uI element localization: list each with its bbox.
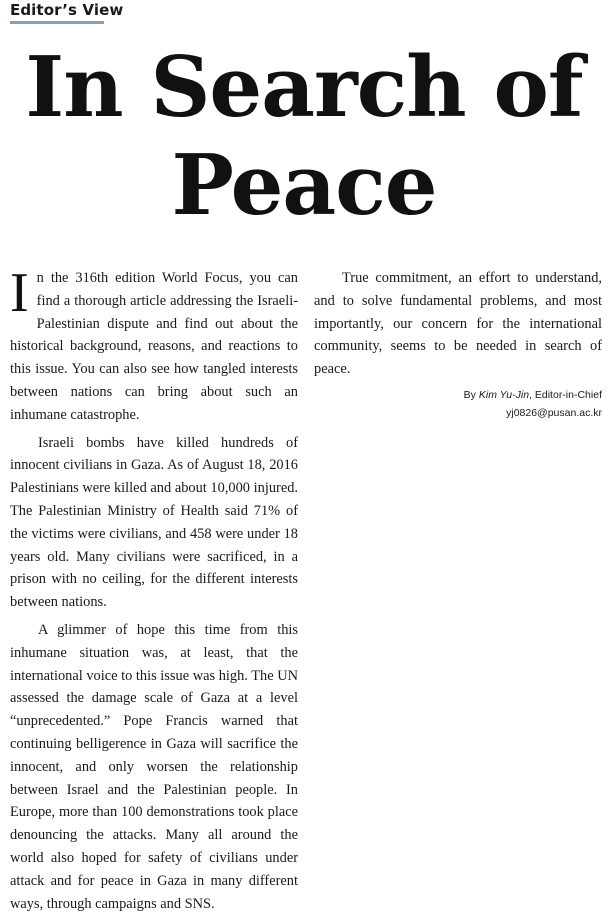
headline-line-1: In Search of: [25, 38, 583, 136]
byline-name: Kim Yu-Jin: [478, 388, 530, 401]
byline-role: , Editor-in-Chief: [529, 388, 602, 401]
paragraph-3: A glimmer of hope this time from this inhumane situation was, at least, that the international voice to this issue was high. The UN assessed the damage scale of Gaza at a level “unprecedented.” Pope Francis warned that continuing belligerence in Gaza will sacrifice the innocent, and only worsen the relationship between Israel and the Palestinian people. In Europe, more than 100 demonstrations took place denouncing the attacks. Many all around the world also hoped for safety of civilians under attack and for peace in Gaza in many different ways, through campaigns and SNS.: [10, 621, 298, 912]
section-underline: [10, 21, 104, 24]
paragraph-4: True commitment, an effort to understand, and to solve fundamental problems, and most importantly, our concern for the international community, seems to be needed in search of peace.: [314, 270, 602, 378]
paragraph-1-text: n the 316th edition World Focus, you can find a thorough article addressing the Israeli-Palestinian dispute and find out about the historical background, reasons, and reactions to this issue. You can also see how tangled interests between nations can bring about such an inhumane catastrophe.: [10, 270, 298, 423]
drop-cap: I: [10, 262, 29, 324]
column-left: [10, 262, 298, 915]
section-label: Editor’s View: [10, 1, 124, 19]
headline: [0, 38, 608, 234]
headline-line-2: Peace: [171, 136, 437, 234]
column-right: [314, 267, 602, 915]
paragraph-1: [10, 262, 298, 427]
byline-by: By: [463, 388, 476, 401]
paragraph-2: Israeli bombs have killed hundreds of innocent civilians in Gaza. As of August 18, 2016 Palestinians were killed and about 10,000 injured. The Palestinian Ministry of Health said 71% of the victims were civilians, and 458 were under 18 years old. Many civilians were sacrificed, in a prison with no ceiling, for the different interests between nations.: [10, 434, 298, 611]
byline: [314, 386, 602, 422]
byline-author: [314, 386, 602, 404]
byline-email: yj0826@pusan.ac.kr: [506, 406, 602, 419]
article-body: [10, 262, 602, 915]
